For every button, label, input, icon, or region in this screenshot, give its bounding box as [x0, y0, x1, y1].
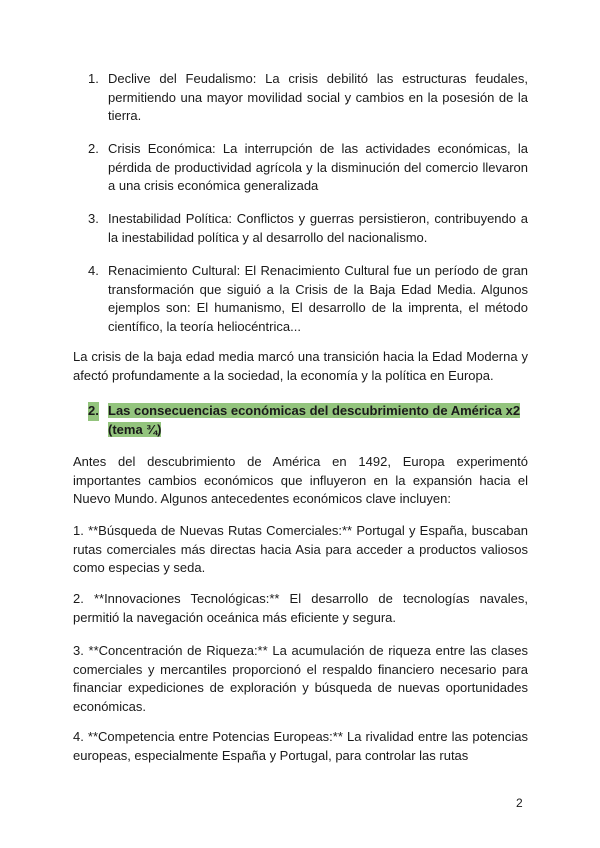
list-number: 3. [88, 211, 99, 226]
section-heading [88, 402, 528, 439]
list-number: 4. [88, 263, 99, 278]
list-text: Declive del Feudalismo: La crisis debilitó las estructuras feudales, permitiendo una mayor movilidad social y cambios en la posesión de la tierra. [108, 71, 528, 123]
item-innovaciones: 2. **Innovaciones Tecnológicas:** El desarrollo de tecnologías navales, permitió la navegación oceánica más eficiente y segura. [73, 591, 528, 625]
list-text: Renacimiento Cultural: El Renacimiento Cultural fue un período de gran transformación que siguió a la Crisis de la Baja Edad Media. Algunos ejemplos son: El humanismo, El desarrollo de la imprenta, el método científico, la teoría heliocéntrica... [108, 263, 528, 334]
heading-number: 2. [88, 402, 99, 421]
list-number: 1. [88, 71, 99, 86]
list-text: Inestabilidad Política: Conflictos y guerras persistieron, contribuyendo a la inestabilidad política y al desarrollo del nacionalismo. [108, 211, 528, 245]
list-item-crisis-economica [88, 140, 528, 196]
item-competencia-potencias: 4. **Competencia entre Potencias Europeas:** La rivalidad entre las potencias europeas, especialmente España y Portugal, para controlar las rutas [73, 729, 528, 763]
heading-title: Las consecuencias económicas del descubrimiento de América x2 [108, 403, 521, 418]
item-concentracion-riqueza: 3. **Concentración de Riqueza:** La acumulación de riqueza entre las clases comerciales y mercantiles proporcionó el respaldo financiero necesario para financiar expediciones de exploración y búsqueda de nuevas oportunidades económicas. [73, 643, 528, 714]
intro-paragraph: Antes del descubrimiento de América en 1492, Europa experimentó importantes cambios económicos que influyeron en la expansión hacia el Nuevo Mundo. Algunos antecedentes económicos clave incluyen: [73, 454, 528, 506]
list-item-renacimiento [88, 262, 528, 336]
heading-subtitle: (tema ¾) [108, 421, 162, 437]
list-text: Crisis Económica: La interrupción de las actividades económicas, la pérdida de productividad agrícola y la disminución del comercio llevaron a una crisis económica generalizada [108, 141, 528, 193]
list-number: 2. [88, 141, 99, 156]
page-number: 2 [516, 796, 523, 810]
list-item-feudalismo [88, 70, 528, 126]
list-item-inestabilidad [88, 210, 528, 247]
conclusion-paragraph: La crisis de la baja edad media marcó una transición hacia la Edad Moderna y afectó profundamente a la sociedad, la economía y la política en Europa. [73, 349, 528, 383]
item-busqueda-rutas: 1. **Búsqueda de Nuevas Rutas Comerciales:** Portugal y España, buscaban rutas comerciales más directas hacia Asia para acceder a productos valiosos como especias y seda. [73, 523, 528, 575]
